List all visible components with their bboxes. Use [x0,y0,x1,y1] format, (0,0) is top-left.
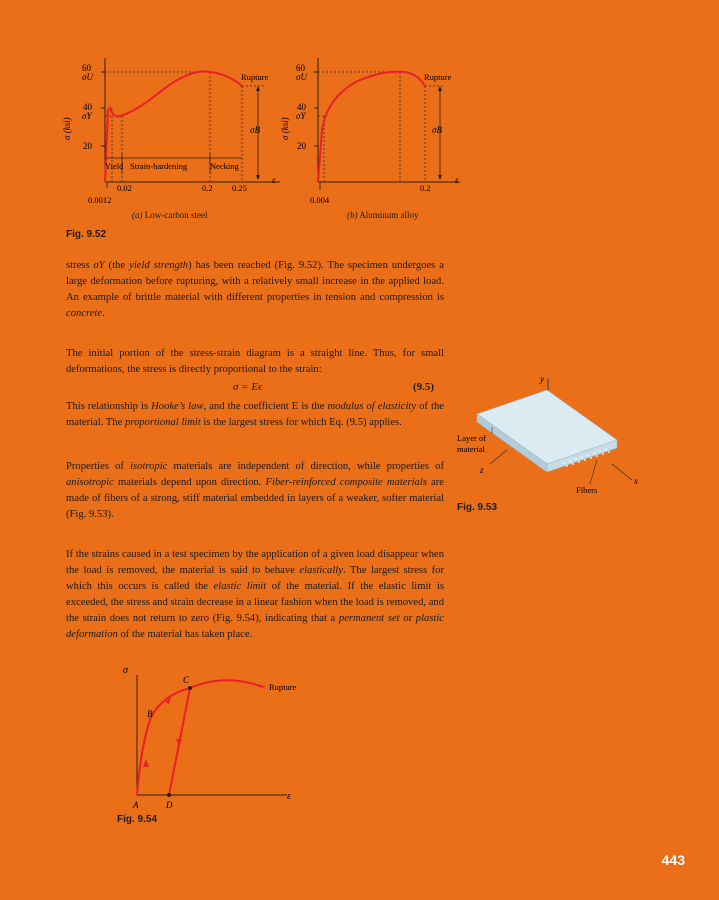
xtick-025: 0.25 [232,183,247,193]
region-necking: Necking [210,161,239,171]
rupture-label: Rupture [241,72,269,82]
ytick-20: 20 [83,141,92,151]
caption-aluminum-alloy: (b) Aluminum alloy [347,210,419,220]
xtick-02-b: 0.2 [420,183,431,193]
rupture-mark: × [261,682,267,692]
sigma-axis-label: σ [123,665,128,676]
sigma-y-label: σY [82,111,92,121]
xtick-0004: 0.004 [310,195,330,205]
eps-axis-label: ε [287,791,291,802]
point-c: C [183,675,190,685]
axis-x-label: x [634,476,638,486]
fig-9-52-diagram [60,50,480,230]
y-axis-label: σ (ksi) [62,117,72,140]
page-number: 443 [661,852,685,868]
loading-curve [137,680,263,795]
equation-number: (9.5) [413,381,435,393]
rupture-label-b: Rupture [424,72,452,82]
y-axis-label-b: σ (ksi) [280,117,290,140]
sigma-y-label-b: σY [296,111,306,121]
region-yield: Yield [105,161,124,171]
x-axis-eps: ε [272,175,276,185]
fibers-label: Fibers [576,485,598,495]
sigma-u-label-b: σU [296,72,307,82]
fig-9-53-diagram [452,372,652,497]
chart-aluminum-alloy [280,58,460,205]
fig-9-52-label: Fig. 9.52 [66,229,107,240]
axis-z-label: z [480,465,484,475]
caption-low-carbon-steel: (a) Low-carbon steel [132,210,208,220]
ytick-60: 60 [82,63,91,73]
equation-9-5: σ = Eϵ [233,381,263,393]
fig-9-53-label: Fig. 9.53 [457,502,498,513]
point-a: A [133,800,139,810]
layer-label-line1: Layer of [457,433,487,443]
xtick-02: 0.2 [202,183,213,193]
sigma-b-label: σB [250,125,260,135]
paragraph-elastic-limit: If the strains caused in a test specimen by the application of a given load disappear when the load is removed, the material is said to behave elastically. The largest stress for which this occurs is called the elastic limit of the material. If the elastic limit is exceeded, the stress and strain decrease in a linear fashion when the load is removed, and the strain does not return to zero (Fig. 9.54), indicating that a permanent set or plastic deformation of the material has taken place. [66,549,445,640]
xtick-002: 0.02 [117,183,132,193]
sigma-u-label: σU [82,72,93,82]
rupture-label-954: Rupture [269,682,297,692]
ytick-60-b: 60 [296,63,305,73]
point-d: D [166,800,173,810]
x-axis-eps-b: ε [455,175,459,185]
paragraph-hookes-law: This relationship is Hooke’s law, and the coefficient E is the modulus of elasticity of the material. The proportional limit is the largest stress for which Eq. (9.5) applies. [66,401,444,428]
ytick-20-b: 20 [297,141,306,151]
aluminum-curve [318,72,425,182]
fig-9-54-diagram [115,655,315,815]
ytick-40-b: 40 [297,102,306,112]
region-strain-hardening: Strain-hardening [130,161,188,171]
chart-low-carbon-steel [62,58,280,205]
sigma-b-label-b: σB [432,125,442,135]
xtick-00012: 0.0012 [88,195,112,205]
paragraph-yield-strength: stress σY (the yield strength) has been reached (Fig. 9.52). The specimen undergoes a large deformation before rupturing, with a relatively small increase in the applied load. An example of brittle material with different properties in tension and compression is concrete. [66,260,444,319]
fig-9-54-label: Fig. 9.54 [117,814,158,825]
paragraph-isotropic: Properties of isotropic materials are independent of direction, while properties of anisotropic materials depend upon direction. Fiber-reinforced composite materials are made of fibers of a strong, stiff material embedded in layers of a weaker, softer material (Fig. 9.53). [66,461,444,520]
paragraph-linear-portion: The initial portion of the stress-strain diagram is a straight line. Thus, for small deformations, the stress is directly proportional to the strain: [66,348,444,375]
point-b: B [147,709,153,719]
layer-label-line2: material [457,444,485,454]
ytick-40: 40 [83,102,92,112]
axis-y-label: y [540,374,544,384]
